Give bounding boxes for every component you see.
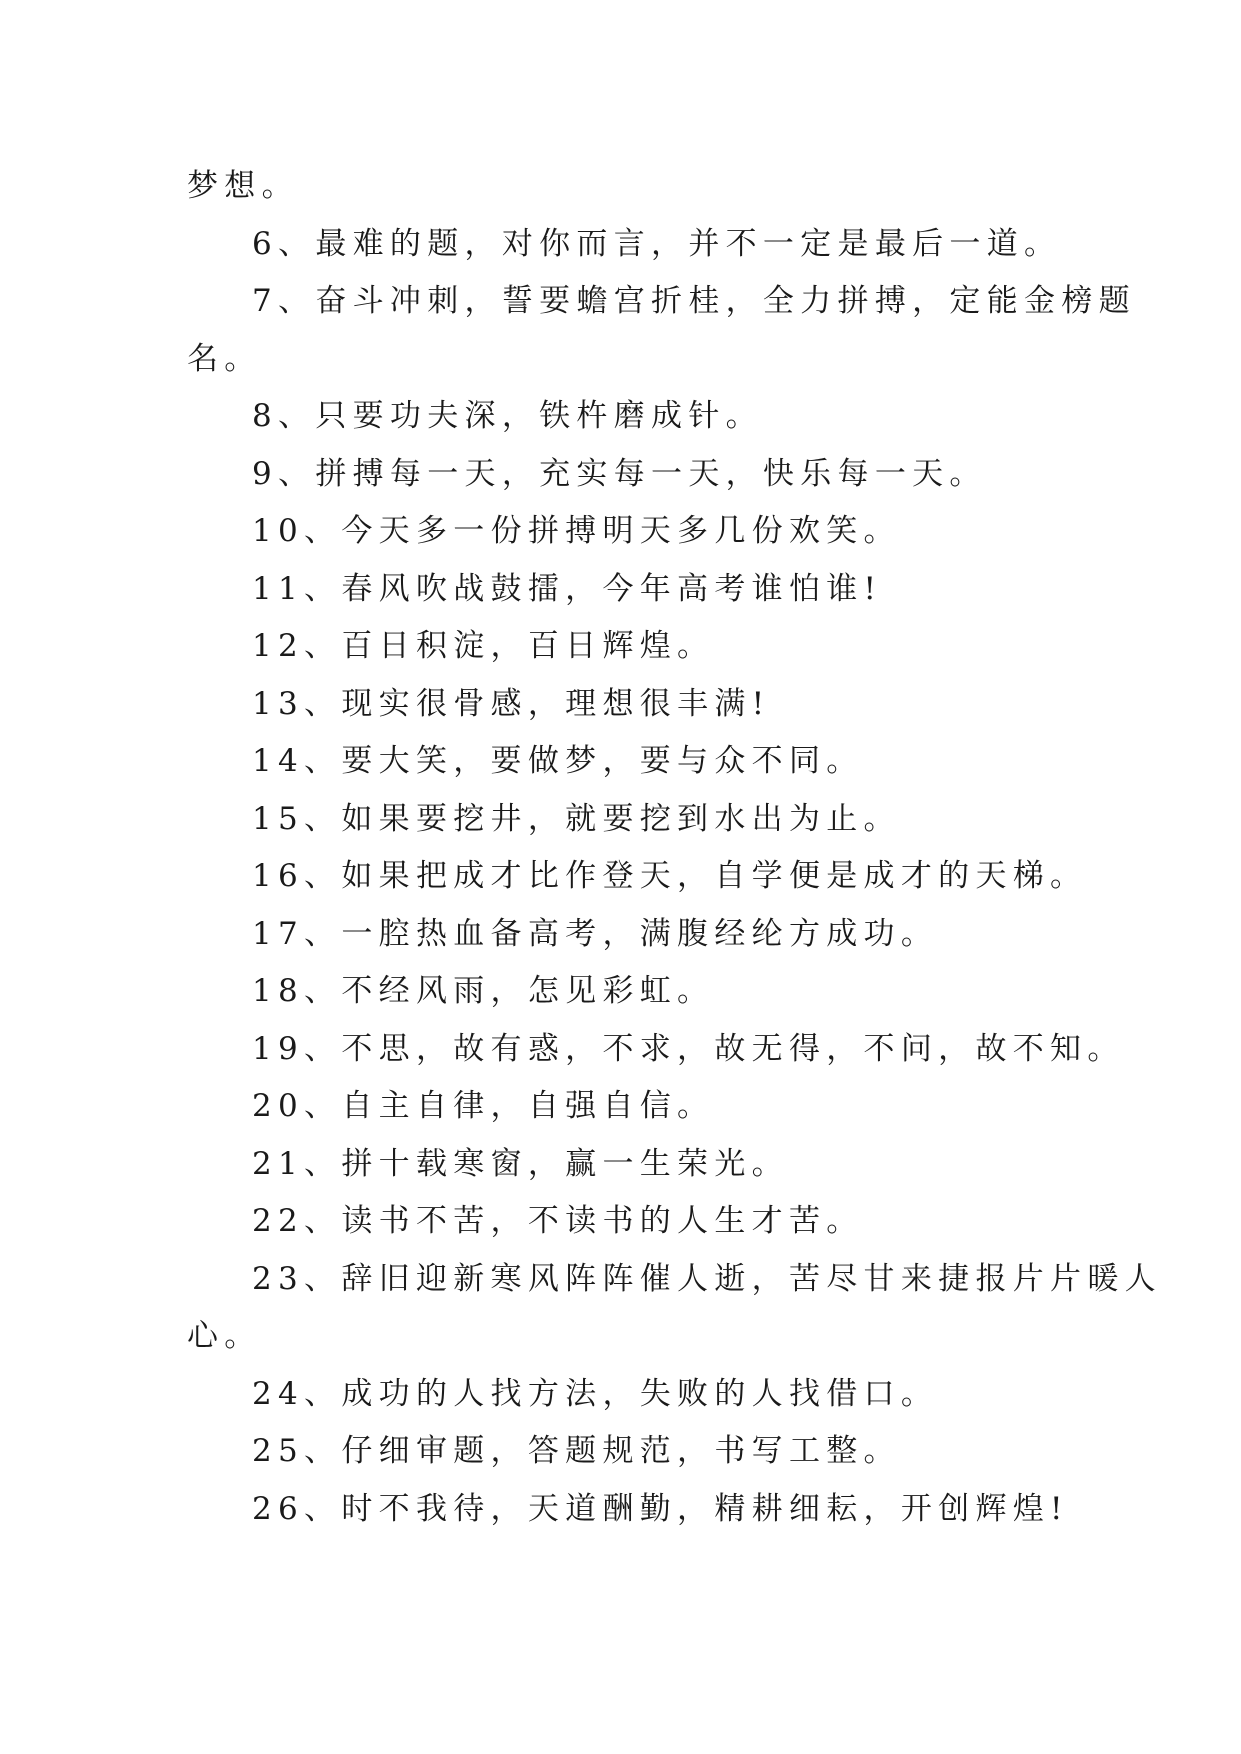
paragraph-line: 8、只要功夫深，铁杵磨成针。: [252, 398, 763, 434]
paragraph-line: 13、现实很骨感，理想很丰满!: [252, 685, 771, 722]
paragraph-line: 17、一腔热血备高考，满腹经纶方成功。: [252, 915, 939, 952]
paragraph-line: 20、自主自律，自强自信。: [252, 1088, 715, 1124]
paragraph-line: 12、百日积淀，百日辉煌。: [252, 628, 715, 664]
paragraph-line: 21、拼十载寒窗，赢一生荣光。: [252, 1145, 789, 1182]
paragraph-line: 梦想。: [187, 168, 299, 204]
paragraph-line: 6、最难的题，对你而言，并不一定是最后一道。: [252, 225, 1062, 262]
paragraph-line: 25、仔细审题，答题规范，书写工整。: [252, 1433, 901, 1469]
paragraph-line: 26、时不我待，天道酬勤，精耕细耘，开创辉煌!: [252, 1490, 1069, 1527]
paragraph-line: 心。: [187, 1318, 262, 1354]
paragraph-line: 7、奋斗冲刺，誓要蟾宫折桂，全力拼搏，定能金榜题: [252, 283, 1136, 319]
paragraph-line: 23、辞旧迎新寒风阵阵催人逝，苦尽甘来捷报片片暖人: [252, 1260, 1162, 1297]
paragraph-line: 18、不经风雨，怎见彩虹。: [252, 973, 715, 1009]
paragraph-line: 15、如果要挖井，就要挖到水出为止。: [252, 800, 901, 837]
paragraph-line: 11、春风吹战鼓擂，今年高考谁怕谁!: [252, 570, 883, 607]
paragraph-line: 14、要大笑，要做梦，要与众不同。: [252, 743, 864, 779]
paragraph-line: 9、拼搏每一天，充实每一天，快乐每一天。: [252, 455, 987, 492]
paragraph-line: 名。: [187, 340, 262, 377]
paragraph-line: 24、成功的人找方法，失败的人找借口。: [252, 1375, 939, 1412]
document-body: [187, 158, 1162, 1538]
paragraph-line: 19、不思，故有惑，不求，故无得，不问，故不知。: [252, 1030, 1125, 1067]
paragraph-line: 22、读书不苦，不读书的人生才苦。: [252, 1203, 864, 1239]
paragraph-line: 10、今天多一份拼搏明天多几份欢笑。: [252, 513, 901, 549]
paragraph-line: 16、如果把成才比作登天，自学便是成才的天梯。: [252, 858, 1088, 894]
